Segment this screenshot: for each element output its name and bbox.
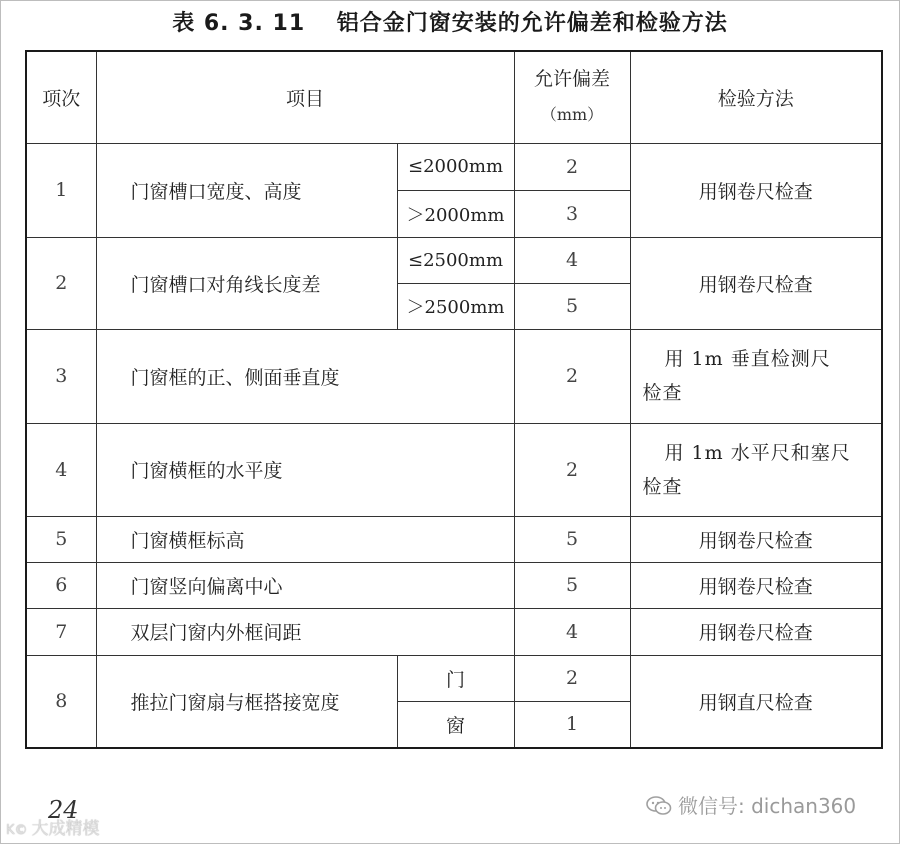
row-4-tol: 2 bbox=[514, 423, 630, 516]
row-8-cond-a: 门 bbox=[397, 655, 514, 701]
row-8-tol-a: 2 bbox=[514, 655, 630, 701]
watermark-right bbox=[646, 790, 856, 819]
table-row bbox=[26, 655, 882, 701]
row-3-no: 3 bbox=[26, 329, 96, 423]
row-3-method-line2: 检查 bbox=[642, 382, 683, 404]
header-method: 检验方法 bbox=[630, 51, 882, 143]
row-2-no: 2 bbox=[26, 237, 96, 329]
row-8-no: 8 bbox=[26, 655, 96, 748]
page-number: 24 bbox=[48, 796, 79, 824]
table-row bbox=[26, 237, 882, 283]
watermark-left bbox=[6, 814, 100, 839]
watermark-left-text: 大成精模 bbox=[31, 819, 100, 839]
row-6-item: 门窗竖向偏离中心 bbox=[96, 562, 514, 608]
row-7-method: 用钢卷尺检查 bbox=[630, 608, 882, 655]
header-item: 项目 bbox=[96, 51, 514, 143]
table-title: 表 6. 3. 11 铝合金门窗安装的允许偏差和检验方法 bbox=[172, 11, 728, 36]
table-row bbox=[26, 143, 882, 190]
watermark-right-text: 微信号: dichan360 bbox=[678, 794, 857, 818]
row-4-no: 4 bbox=[26, 423, 96, 516]
row-1-tol-b: 3 bbox=[514, 190, 630, 237]
row-3-item: 门窗框的正、侧面垂直度 bbox=[96, 329, 514, 423]
row-7-tol: 4 bbox=[514, 608, 630, 655]
row-6-tol: 5 bbox=[514, 562, 630, 608]
wechat-icon bbox=[646, 796, 672, 816]
row-3-tol: 2 bbox=[514, 329, 630, 423]
table-row bbox=[26, 423, 882, 516]
header-tolerance-label: 允许偏差 bbox=[534, 68, 611, 91]
table-row bbox=[26, 608, 882, 655]
row-1-method: 用钢卷尺检查 bbox=[630, 143, 882, 237]
row-7-item: 双层门窗内外框间距 bbox=[96, 608, 514, 655]
tolerance-table bbox=[25, 50, 883, 749]
row-2-tol-b: 5 bbox=[514, 283, 630, 329]
header-row bbox=[26, 51, 882, 143]
row-1-item: 门窗槽口宽度、高度 bbox=[96, 143, 397, 237]
row-3-method bbox=[630, 329, 882, 423]
table-row bbox=[26, 562, 882, 608]
row-5-tol: 5 bbox=[514, 516, 630, 562]
row-1-tol-a: 2 bbox=[514, 143, 630, 190]
watermark-logo-icon: K© bbox=[6, 823, 28, 838]
row-8-method: 用钢直尺检查 bbox=[630, 655, 882, 748]
row-2-cond-a: ≤2500mm bbox=[397, 237, 514, 283]
row-5-item: 门窗横框标高 bbox=[96, 516, 514, 562]
row-4-method-line2: 检查 bbox=[642, 475, 683, 498]
row-4-method bbox=[630, 423, 882, 516]
row-1-cond-a: ≤2000mm bbox=[397, 143, 514, 190]
row-6-no: 6 bbox=[26, 562, 96, 608]
row-4-method-line1: 用 1m 水平尺和塞尺 bbox=[664, 441, 851, 464]
row-5-method: 用钢卷尺检查 bbox=[630, 516, 882, 562]
row-2-item: 门窗槽口对角线长度差 bbox=[96, 237, 397, 329]
header-tolerance bbox=[514, 51, 630, 143]
row-5-no: 5 bbox=[26, 516, 96, 562]
row-6-method: 用钢卷尺检查 bbox=[630, 562, 882, 608]
row-2-method: 用钢卷尺检查 bbox=[630, 237, 882, 329]
header-no: 项次 bbox=[26, 51, 96, 143]
table-row bbox=[26, 329, 882, 423]
row-4-item: 门窗横框的水平度 bbox=[96, 423, 514, 516]
row-1-cond-b: ＞2000mm bbox=[397, 190, 514, 237]
row-2-cond-b: ＞2500mm bbox=[397, 283, 514, 329]
table-row bbox=[26, 516, 882, 562]
row-2-tol-a: 4 bbox=[514, 237, 630, 283]
row-7-no: 7 bbox=[26, 608, 96, 655]
row-1-no: 1 bbox=[26, 143, 96, 237]
row-8-tol-b: 1 bbox=[514, 701, 630, 748]
row-3-method-line1: 用 1m 垂直检测尺 bbox=[664, 348, 831, 370]
row-8-cond-b: 窗 bbox=[397, 701, 514, 748]
header-tolerance-unit: （mm） bbox=[540, 105, 604, 125]
row-8-item: 推拉门窗扇与框搭接宽度 bbox=[96, 655, 397, 748]
